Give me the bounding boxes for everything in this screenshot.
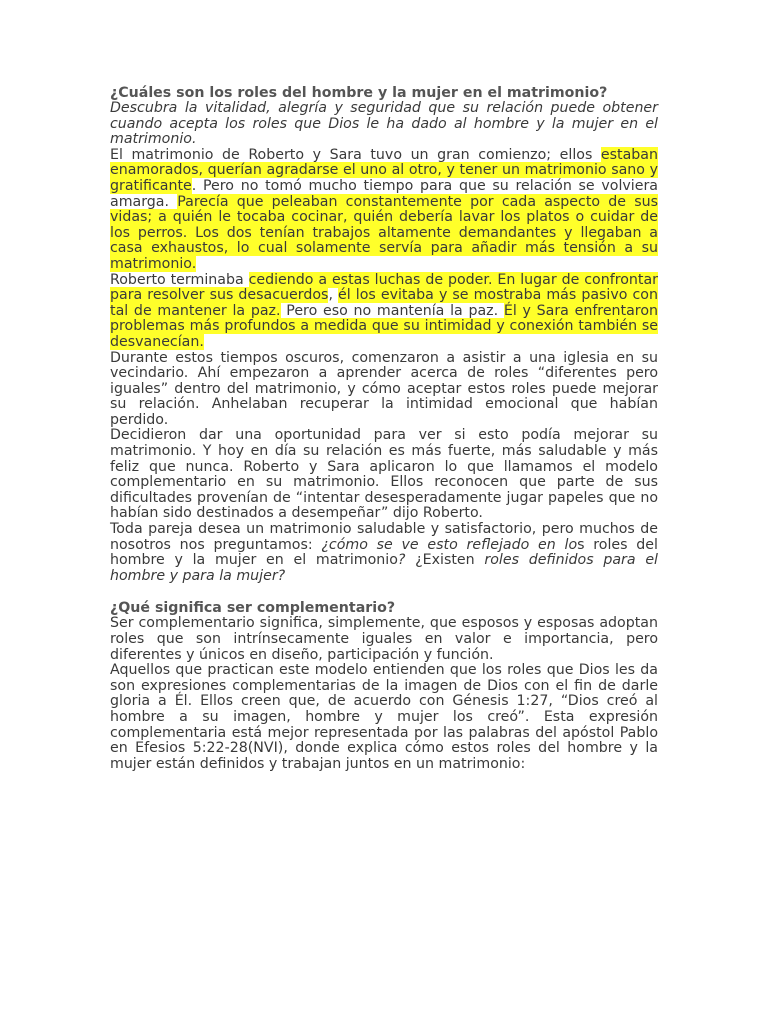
p5-italic-f: roles definidos para el hombre y para la mujer? bbox=[110, 552, 658, 584]
p5-text-e: ¿Existen bbox=[405, 552, 485, 569]
document-page bbox=[110, 85, 658, 772]
paragraph-roberto-sara bbox=[110, 148, 658, 273]
paragraph-toda-pareja bbox=[110, 522, 658, 584]
heading-complementario: ¿Qué significa ser complementario? bbox=[110, 600, 396, 617]
p5-italic-b: ¿cómo se ve esto reflejado en lo bbox=[321, 536, 578, 553]
p1-highlight-b: estaban enamorados, querían agradarse el uno al otro, y tener un matrimonio sano y gratificante bbox=[110, 146, 658, 194]
p2-text-a: Roberto terminaba bbox=[110, 271, 249, 288]
p5-text-a: Toda pareja desea un matrimonio saludable y satisfactorio, pero muchos de nosotros nos preguntamos: bbox=[110, 521, 658, 553]
paragraph-aquellos: Aquellos que practican este modelo entienden que los roles que Dios les da son expresiones complementarias de la imagen de Dios con el fin de darle gloria a Él. Ellos creen que, de acuerdo con Génesis 1:27, “Dios creó al hombre a su imagen, hombre y mujer los creó”. Esta expresión complementaria está mejor representada por las palabras del apóstol Pablo en Efesios 5:22-28(NVI), donde explica cómo estos roles del hombre y la mujer están definidos y trabajan juntos en un matrimonio: bbox=[110, 662, 658, 772]
p2-highlight-d: él los evitaba y se mostraba más pasivo con tal de mantener la paz. bbox=[110, 287, 658, 319]
p1-highlight-d: Parecía que peleaban constantemente por cada aspecto de sus vidas; a quién le tocaba cocinar, quién debería lavar los platos o cuidar de los perros. Los dos tenían trabajos altamente demandantes y llegaban a casa exhaustos, lo cual solamente servía para añadir más tensión a su matrimonio. bbox=[110, 193, 659, 272]
paragraph-tiempos-oscuros: Durante estos tiempos oscuros, comenzaron a asistir a una iglesia en su vecindario. Ahí empezaron a aprender acerca de roles “diferentes pero iguales” dentro del matrimonio, y cómo aceptar estos roles puede mejorar su relación. Anhelaban recuperar la intimidad emocional que habían perdido. bbox=[110, 349, 658, 428]
paragraph-decidieron: Decidieron dar una oportunidad para ver si esto podía mejorar su matrimonio. Y hoy en día su relación es más fuerte, más saludable y más feliz que nunca. Roberto y Sara aplicaron lo que llamamos el modelo complementario en su matrimonio. Ellos reconocen que parte de sus dificultades provenían de “intentar desesperadamente jugar papeles que no habían sido destinados a desempeñar” dijo Roberto. bbox=[110, 427, 658, 522]
intro-paragraph: Descubra la vitalidad, alegría y seguridad que su relación puede obtener cuando acepta los roles que Dios le ha dado al hombre y la mujer en el matrimonio. bbox=[110, 100, 658, 148]
p1-text-c: . Pero no tomó mucho tiempo para que su relación se volviera amarga. bbox=[110, 177, 658, 210]
p1-text-a: El matrimonio de Roberto y Sara tuvo un gran comienzo; ellos bbox=[110, 146, 601, 163]
paragraph-roberto-terminaba bbox=[110, 273, 658, 351]
p5-text-c: s roles del hombre y la mujer en el matrimonio bbox=[110, 536, 658, 569]
paragraph-ser-complementario: Ser complementario significa, simplemente, que esposos y esposas adoptan roles que son intrínsecamente iguales en valor e importancia, pero diferentes y únicos en diseño, participación y función. bbox=[110, 615, 658, 663]
p2-text-e: Pero eso no mantenía la paz. bbox=[280, 302, 504, 319]
p2-text-c: , bbox=[328, 287, 339, 304]
p2-highlight-b: cediendo a estas luchas de poder. En lugar de confrontar para resolver sus desacuerdos bbox=[110, 271, 658, 304]
heading-roles: ¿Cuáles son los roles del hombre y la mujer en el matrimonio? bbox=[110, 85, 608, 101]
p5-italic-d: ? bbox=[397, 552, 406, 569]
p2-highlight-f: Él y Sara enfrentaron problemas más profundos a medida que su intimidad y conexión también se desvanecían. bbox=[110, 302, 659, 350]
